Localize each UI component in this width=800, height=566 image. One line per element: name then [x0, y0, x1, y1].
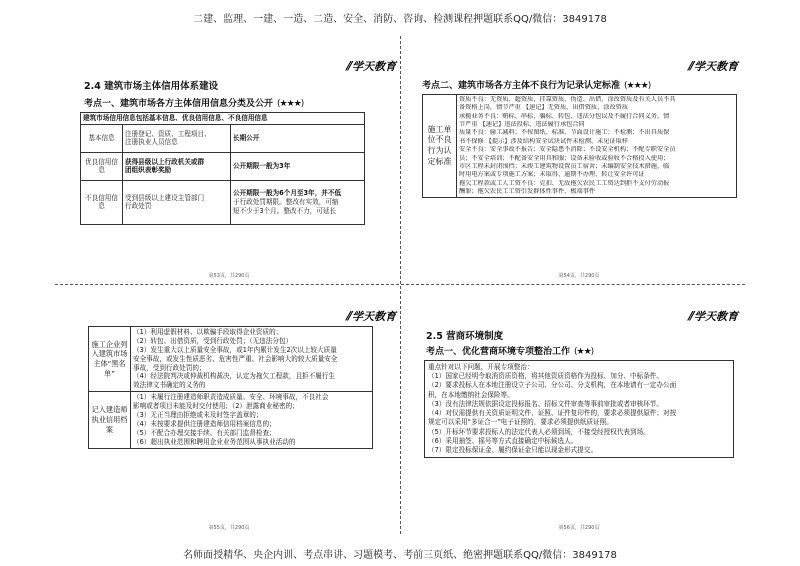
row-content: 注册登记、资质、工程项目、 注册执业人员信息 — [123, 124, 231, 152]
logo-text: 学天教育 — [352, 60, 396, 73]
page-55 — [60, 292, 398, 532]
row-content: 受到县级以上建设主管部门 行政处罚 — [123, 180, 231, 224]
logo-icon: ⫽ — [345, 309, 351, 323]
point-text: 考点二、建筑市场各方主体不良行为记录认定标准 — [422, 81, 621, 91]
rectification-box: 重点针对以下问题，开展专项整治： （1）国家已经明令取消资质资格，将其他资质资格作为投标、加分、中标条件。 （2）要求投标人在本地注册设立子公司、分公司、分支机构，在本地请有一定办公面 积，在本地缴纳社会保险等。 （3）没有法律法规依据设定投标报名、招标文件审查等事前审批或者审核环节。 （4）对仅需提供有关资质证明文件、证照、证件复印件的，要求必须提供原件；对按 规定可以采用“多证合一”电子证照的，要求必须提供纸质证照。 （5）开标环节要求投标人的法定代表人必须到场，不接受经授权代表到场。 （6）采用抽签、摇号等方式直接确定中标候选人。 （7）限定投标保证金、履约保证金只能以现金形式提交。 — [424, 360, 734, 458]
page-number: 第54页，共290页 — [558, 273, 600, 279]
row-label: 施工单位不良行为认定标准 — [423, 95, 457, 198]
row-period: 长期公开 — [231, 124, 365, 152]
row-content: （1）未履行注册建造师职责造成质量、安全、环境事故，不良社会 影响或者项目未能及时交付使用；（2）泄露商业秘密的； （3）无正当理由拒绝或未及时签字盖章的； （4）未按要求提供注册建造师信用档案信息的； （5）不配合办理交接手续、有关部门监督检查； （6）超出执业范围和聘用企业业务范围从事执业活动的 — [131, 392, 373, 448]
logo — [346, 308, 396, 324]
vertical-fold-line — [400, 36, 401, 534]
page-number: 第53页，共290页 — [208, 273, 250, 279]
row-label: 优良信用信息 — [81, 152, 123, 180]
section-title: 2.5 营商环境制度 — [426, 331, 504, 342]
page-54 — [418, 58, 740, 280]
point-heading — [426, 344, 593, 357]
page-number: 第55页，共290页 — [208, 525, 250, 531]
page-53 — [60, 58, 398, 280]
section-title: 2.4 建筑市场主体信用体系建设 — [84, 81, 219, 92]
bad-conduct-table — [422, 94, 737, 198]
logo-icon: ⫽ — [345, 59, 351, 73]
row-label: 记入建造师执业信用档案 — [89, 392, 131, 448]
logo — [688, 58, 738, 74]
star-rating: (★★★) — [624, 81, 651, 91]
point-heading — [84, 96, 303, 109]
logo — [688, 308, 738, 324]
top-banner: 二建、监理、一建、一造、二造、安全、消防、咨询、检测课程押题联系QQ/微信：3849178 — [193, 14, 607, 25]
logo-text: 学天教育 — [694, 60, 738, 73]
logo-text: 学天教育 — [352, 310, 396, 323]
page-number: 第56页，共290页 — [558, 525, 600, 531]
row-content: 获得县级以上行政机关或群 团组织表彰奖励 — [123, 152, 231, 180]
row-period: 公开期限一般为6个月至3年，并不低 于行政处罚期限。整改有实效，可缩 短不少于3个月。整改不力，可延长 — [231, 180, 365, 224]
logo — [346, 58, 396, 74]
row-content: 资质不良：无资质、超资质、挂靠资质、伪造、出借、涂改资质及有关人员不具 备资格上岗，情节严重 【速记】无资质、出借资质、涂改资质 承揽业务不良：贿标、串标、骗标、转包、违法分包以及不履行合同义务，情 节严重 【速记】违法投标、违法履行承包合同 质量不良：偷工减料；不按图纸、标准、节面设计施工；不检测；不出具质保 书不保修 【提示】涉及结构安全试块试件未检测、未见证取样 安全不良：安全事故不报告；安全隐患不消除；不设安全机构；不配专职安全员 员；不安全培训；不配备安全用具和服；设备未验收或验收不合格投入使用； 市区工程未封闭围挡；未竣工建筑物设置员工宿舍；未编制安全技术措施、临 时用电方案或专项施工方案；未取得、逾期不办理、转让安全许可证 拖欠工程款或工人工资不良：克扣、无故拖欠农民工工资达到拒不支付劳动报 酬罪；拖欠农民工工资引发群体性事件、极端事件 — [457, 95, 737, 198]
page-56 — [418, 292, 740, 532]
credit-info-table — [80, 112, 365, 225]
row-label: 基本信息 — [81, 124, 123, 152]
logo-icon: ⫽ — [687, 59, 693, 73]
row-content: （1）利用虚假材料、以欺骗手段取得企业资质的； （2）转包、出借资质，受到行政处罚；（无违法分包） （3）发生重大以上质量安全事故，或1年内累计发生2次以上较大质量 安全事故，或发生性质恶劣、危害性严重、社会影响大的较大质量安全 事故，受到行政处罚的； （4）经法院判决或仲裁机构裁决，认定为拖欠工程款，且拒不履行生 效法律文书确定的义务的 — [131, 327, 373, 392]
star-rating: (★★★) — [277, 99, 304, 109]
row-period: 公开期限一般为3年 — [231, 152, 365, 180]
point-text: 考点一、优化营商环境专项整治工作 — [426, 347, 571, 357]
row-label: 不良信用信息 — [81, 180, 123, 224]
row-label: 施工企业列入建筑市场主体“黑名单” — [89, 327, 131, 392]
horizontal-fold-line — [55, 284, 745, 285]
logo-icon: ⫽ — [687, 309, 693, 323]
point-text: 考点一、建筑市场各方主体信用信息分类及公开 — [84, 99, 274, 109]
bottom-banner: 名师面授精华、央企内训、考点串讲、习题模考、考前三页纸、绝密押题联系QQ/微信：3849178 — [183, 550, 617, 561]
logo-text: 学天教育 — [694, 310, 738, 323]
blacklist-table — [88, 326, 373, 449]
table-header: 建筑市场信用信息包括基本信息、优良信用信息、不良信用信息 — [81, 113, 365, 125]
star-rating: (★★) — [574, 347, 594, 357]
point-heading — [422, 78, 650, 91]
